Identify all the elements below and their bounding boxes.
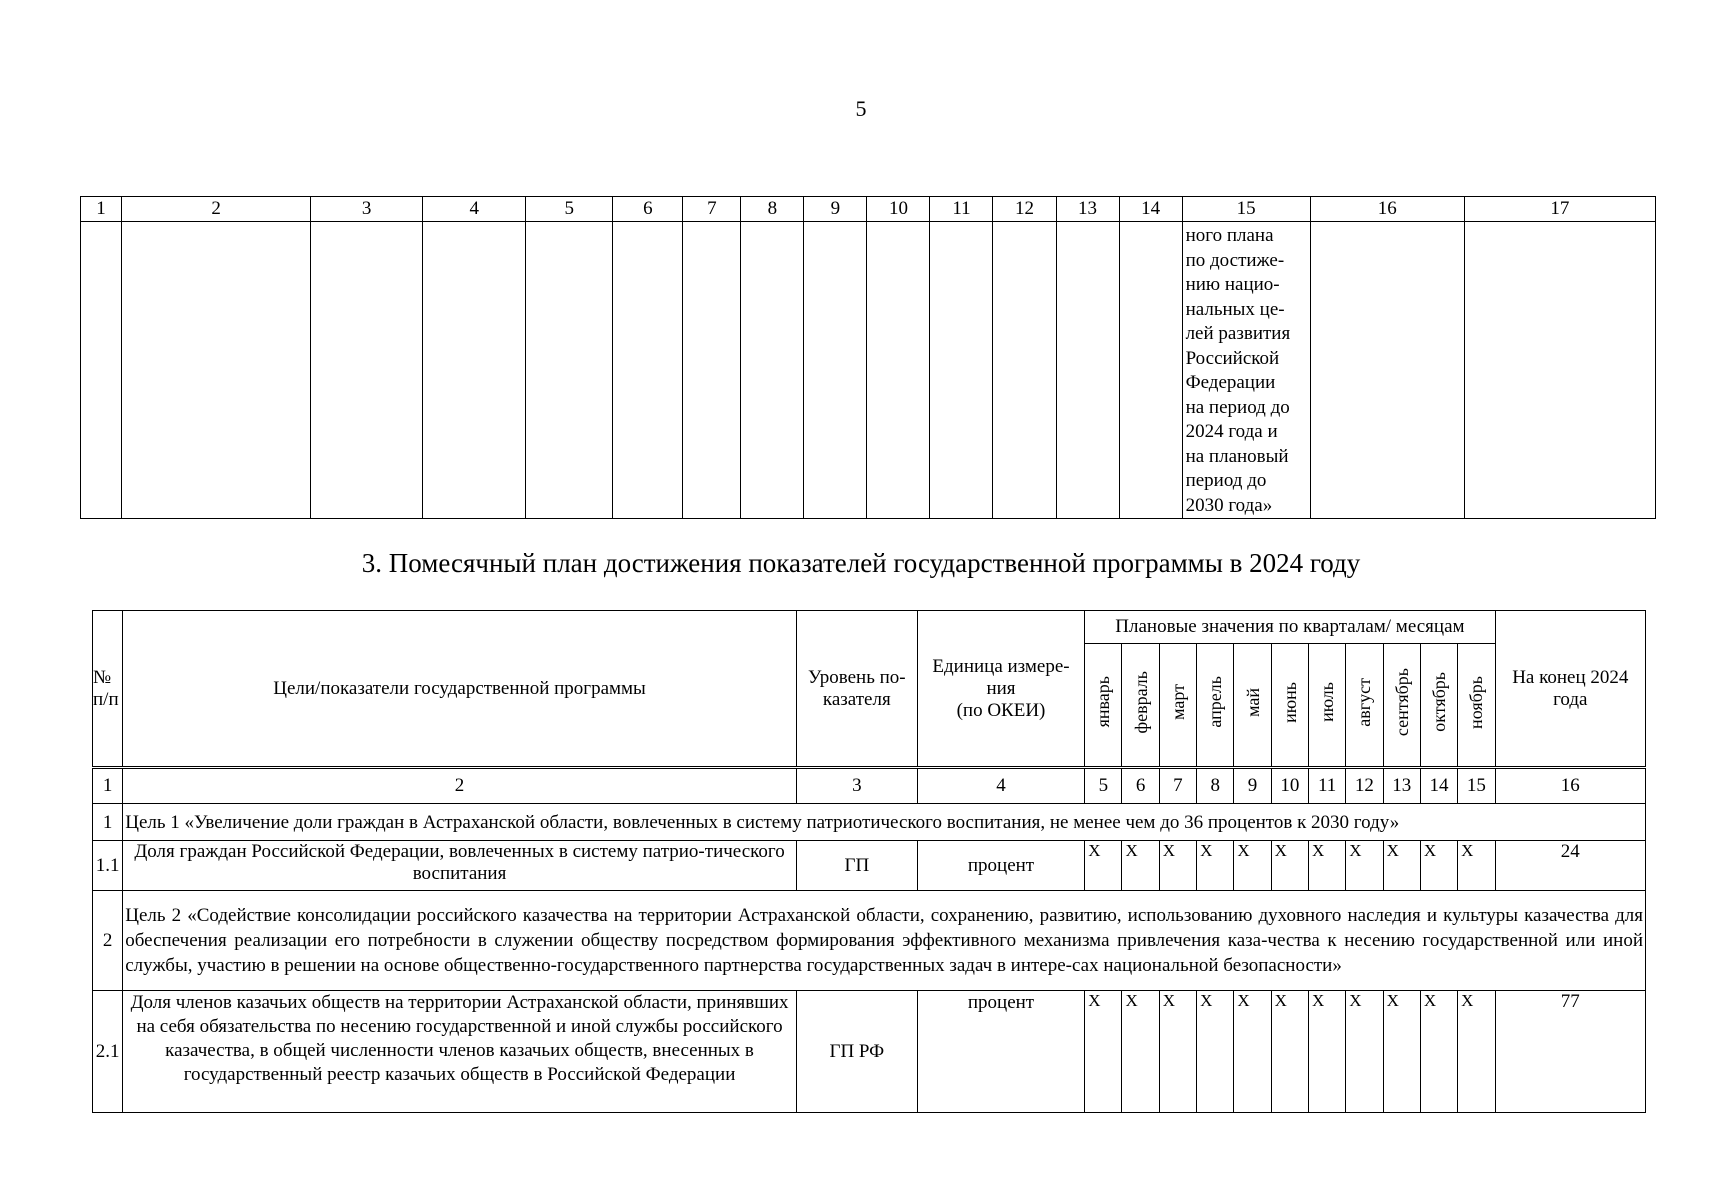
month-header [1085, 644, 1122, 768]
month-header [1234, 644, 1271, 768]
continued-text-line: 2024 года и [1185, 421, 1278, 442]
header-planned-values: Плановые значения по кварталам/ месяцам [1085, 611, 1495, 644]
row-number: 2 [93, 891, 123, 991]
col-number: 6 [1122, 768, 1159, 804]
col-number: 10 [867, 197, 930, 222]
indicator-unit: процент [917, 841, 1084, 891]
col-number: 9 [1234, 768, 1271, 804]
col-number: 10 [1271, 768, 1308, 804]
month-value: X [1383, 841, 1420, 891]
empty-cell [526, 222, 613, 519]
continued-text-line: ного плана [1185, 225, 1274, 246]
empty-cell [1056, 222, 1119, 519]
month-value: X [1122, 841, 1159, 891]
col-number: 3 [311, 197, 423, 222]
empty-cell [122, 222, 311, 519]
header-row [93, 611, 1646, 644]
continued-text-line: лей развития [1185, 323, 1291, 344]
col-number: 4 [423, 197, 526, 222]
month-value: X [1085, 841, 1122, 891]
month-label: июнь [1279, 681, 1300, 723]
month-label: май [1242, 687, 1263, 717]
col-number: 11 [930, 197, 993, 222]
col-number: 15 [1182, 197, 1310, 222]
month-header [1420, 644, 1457, 768]
month-header [1197, 644, 1234, 768]
header-unit-line: Единица измере- [932, 655, 1070, 677]
empty-cell [741, 222, 804, 519]
month-header [1271, 644, 1308, 768]
continuation-header-row [81, 197, 1656, 222]
col-number: 2 [122, 197, 311, 222]
header-unit [917, 611, 1084, 768]
month-label: сентябрь [1391, 667, 1412, 737]
continuation-table [80, 196, 1656, 519]
header-goals: Цели/показатели государственной программы [123, 611, 797, 768]
header-unit-line: (по ОКЕИ) [956, 699, 1046, 721]
month-value: X [1383, 991, 1420, 1113]
row-number: 1 [93, 804, 123, 841]
month-header [1159, 644, 1196, 768]
month-value: X [1197, 991, 1234, 1113]
continuation-body-row [81, 222, 1656, 519]
row-number: 2.1 [93, 991, 123, 1113]
col-number: 12 [1346, 768, 1383, 804]
col-number: 3 [796, 768, 917, 804]
continued-text-line: на плановый [1185, 445, 1289, 467]
goal-text: Цель 2 «Содействие консолидации российского казачества на территории Астраханской области, сохранению, развитию, использованию духовного наследия и культуры казачества для обеспечения реализации его потребности в служении обществу посредством формирования эффективного механизма привлечения каза-чества к несению государственной или иной службы, участию в решении на основе общественно-государственного партнерства государственных задач в интере-сах национальной безопасности» [123, 891, 1646, 991]
col-number: 16 [1495, 768, 1645, 804]
empty-cell [1310, 222, 1464, 519]
month-value: X [1159, 841, 1196, 891]
indicator-text: Доля граждан Российской Федерации, вовлеченных в систему патрио-тического воспитания [123, 841, 797, 891]
month-value: X [1234, 841, 1271, 891]
month-value: X [1420, 991, 1457, 1113]
month-value: X [1458, 991, 1495, 1113]
col-number: 7 [1159, 768, 1196, 804]
col-number: 9 [804, 197, 867, 222]
continued-text-line: Российской [1185, 347, 1280, 369]
empty-cell [867, 222, 930, 519]
col-number: 1 [81, 197, 122, 222]
continued-text-line: нию нацио- [1185, 274, 1280, 295]
col-number: 8 [741, 197, 804, 222]
col-number: 13 [1383, 768, 1420, 804]
row-number: 1.1 [93, 841, 123, 891]
month-value: X [1308, 991, 1345, 1113]
header-unit-line: ния [986, 677, 1016, 699]
col-number: 4 [917, 768, 1084, 804]
col-number: 5 [1085, 768, 1122, 804]
section-title: 3. Помесячный план достижения показателей государственной программы в 2024 году [361, 548, 1361, 578]
continued-text-line: по достиже- [1185, 249, 1285, 271]
month-header [1122, 644, 1159, 768]
month-value: X [1159, 991, 1196, 1113]
month-header [1383, 644, 1420, 768]
month-header [1308, 644, 1345, 768]
month-value: X [1122, 991, 1159, 1113]
indicator-level: ГП [796, 841, 917, 891]
page-number: 5 [855, 96, 867, 121]
month-label: январь [1093, 676, 1114, 728]
month-value: X [1420, 841, 1457, 891]
empty-cell [311, 222, 423, 519]
month-label: июль [1317, 682, 1338, 722]
month-label: февраль [1130, 670, 1151, 734]
col-number: 14 [1119, 197, 1182, 222]
col-number: 6 [613, 197, 683, 222]
month-value: X [1234, 991, 1271, 1113]
indicator-row [93, 991, 1646, 1113]
end-of-year-value: 77 [1495, 991, 1645, 1113]
header-level: Уровень по-казателя [796, 611, 917, 768]
col-number: 8 [1197, 768, 1234, 804]
indicator-unit: процент [917, 991, 1084, 1113]
month-label: август [1354, 677, 1375, 727]
empty-cell [930, 222, 993, 519]
continued-text-line: нальных це- [1185, 298, 1285, 320]
end-of-year-value: 24 [1495, 841, 1645, 891]
empty-cell [683, 222, 741, 519]
col-number: 7 [683, 197, 741, 222]
empty-cell [993, 222, 1056, 519]
month-label: апрель [1205, 676, 1226, 728]
col-number: 15 [1458, 768, 1495, 804]
empty-cell [81, 222, 122, 519]
month-value: X [1458, 841, 1495, 891]
month-label: октябрь [1429, 672, 1449, 732]
col-number: 12 [993, 197, 1056, 222]
month-value: X [1271, 991, 1308, 1113]
empty-cell [423, 222, 526, 519]
empty-cell [1119, 222, 1182, 519]
header-end-of-year: На конец 2024 года [1495, 611, 1645, 768]
col-number: 5 [526, 197, 613, 222]
col-number: 17 [1464, 197, 1655, 222]
empty-cell [1464, 222, 1655, 519]
col-number: 11 [1308, 768, 1345, 804]
col-number: 14 [1420, 768, 1457, 804]
header-num: № п/п [93, 611, 123, 768]
empty-cell [613, 222, 683, 519]
month-label: ноябрь [1466, 675, 1487, 729]
empty-cell [804, 222, 867, 519]
indicator-row [93, 841, 1646, 891]
month-header [1458, 644, 1495, 768]
continued-text-line: на период до [1185, 396, 1290, 418]
month-value: X [1271, 841, 1308, 891]
col-number: 13 [1056, 197, 1119, 222]
month-value: X [1346, 841, 1383, 891]
month-header [1346, 644, 1383, 768]
continued-text-line: 2030 года» [1185, 494, 1273, 516]
col-number: 1 [93, 768, 123, 804]
continued-text-cell [1182, 222, 1310, 519]
month-value: X [1197, 841, 1234, 891]
monthly-plan-table [92, 610, 1646, 1113]
indicator-level: ГП РФ [796, 991, 917, 1113]
month-label: март [1167, 684, 1188, 720]
continued-text-line: Федерации [1185, 372, 1276, 393]
continued-text-line: период до [1185, 470, 1267, 491]
column-number-row [93, 768, 1646, 804]
col-number: 2 [123, 768, 797, 804]
month-value: X [1085, 991, 1122, 1113]
goal-row [93, 891, 1646, 991]
col-number: 16 [1310, 197, 1464, 222]
goal-text: Цель 1 «Увеличение доли граждан в Астраханской области, вовлеченных в систему патриотического воспитания, не менее чем до 36 процентов к 2030 году» [123, 804, 1646, 841]
indicator-text: Доля членов казачьих обществ на территории Астраханской области, принявших на себя обязательства по несению государственной и иной службы российского казачества, в общей численности членов казачьих обществ, внесенных в государственный реестр казачьих обществ в Российской Федерации [123, 991, 797, 1113]
month-value: X [1346, 991, 1383, 1113]
goal-row [93, 804, 1646, 841]
month-value: X [1308, 841, 1345, 891]
